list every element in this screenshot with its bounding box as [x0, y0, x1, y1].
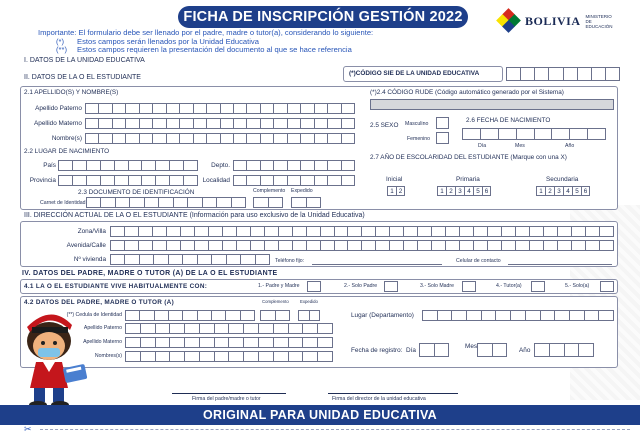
tutor-nombres-field[interactable] — [125, 351, 333, 362]
documento-title: 2.3 DOCUMENTO DE IDENTIFICACIÓN — [78, 189, 195, 196]
avenida-field[interactable] — [110, 240, 614, 251]
section-4-title: IV. DATOS DEL PADRE, MADRE O TUTOR (A) DE LA O EL ESTUDIANTE — [22, 270, 278, 277]
zona-label: Zona/Villa — [77, 228, 106, 235]
carnet-field[interactable] — [86, 197, 246, 208]
fecha-registro-dia-field[interactable] — [419, 343, 449, 357]
primaria-5[interactable]: 5 — [473, 186, 482, 196]
vive-option-4-checkbox[interactable] — [531, 281, 545, 292]
form-title: FICHA DE INSCRIPCIÓN GESTIÓN 2022 — [178, 6, 468, 28]
sie-label-box — [343, 66, 503, 82]
note-document-required: Estos campos requieren la presentación del documento al que se hace referencia — [77, 45, 352, 54]
cedula-complemento-field[interactable] — [260, 310, 290, 321]
carnet-complemento-field[interactable] — [253, 197, 283, 208]
vive-option-1-label: 1.- Padre y Madre — [258, 283, 300, 289]
sexo-label: 2.5 SEXO — [370, 122, 399, 129]
inicial-options[interactable] — [387, 186, 405, 196]
vive-title: 4.1 LA O EL ESTUDIANTE VIVE HABITUALMENTE CON: — [24, 283, 208, 290]
primaria-options[interactable] — [437, 186, 491, 196]
carnet-expedido-field[interactable] — [291, 197, 321, 208]
primaria-6[interactable]: 6 — [482, 186, 491, 196]
vive-option-5-checkbox[interactable] — [600, 281, 614, 292]
primaria-3[interactable]: 3 — [455, 186, 464, 196]
secundaria-2[interactable]: 2 — [545, 186, 554, 196]
logo-ministry: MINISTERIO DE EDUCACIÓN — [585, 13, 613, 29]
localidad-field[interactable] — [233, 175, 355, 186]
inicial-label: Inicial — [386, 176, 403, 183]
note-mark-1: (*) — [56, 37, 65, 46]
femenino-label: Femenino — [407, 136, 431, 142]
primaria-1[interactable]: 1 — [437, 186, 446, 196]
sie-code-field[interactable] — [506, 67, 620, 81]
avenida-label: Avenida/Calle — [66, 242, 106, 249]
flag-diamond-icon — [498, 10, 520, 32]
primaria-2[interactable]: 2 — [446, 186, 455, 196]
inicial-1[interactable]: 1 — [387, 186, 396, 196]
materno-label: Apellido Materno — [34, 120, 82, 127]
masculino-checkbox[interactable] — [436, 117, 449, 129]
firma-director-line — [328, 393, 458, 394]
doc-expedido-label: Expedido — [291, 188, 313, 194]
student-mascot-illustration — [8, 308, 94, 418]
tutor-materno-field[interactable] — [125, 337, 333, 348]
primaria-4[interactable]: 4 — [464, 186, 473, 196]
pais-field[interactable] — [58, 160, 198, 171]
firma-padre-line — [172, 393, 286, 394]
vivienda-label: Nº vivienda — [73, 256, 106, 263]
note-important: Importante: El formulario debe ser llenado por el padre, madre o tutor(a), considerando lo siguiente: — [38, 28, 374, 37]
localidad-label: Localidad — [202, 177, 230, 184]
depto-label: Depto. — [211, 162, 230, 169]
lugar-departamento-label: Lugar (Departamento) — [351, 312, 414, 319]
nombres-field[interactable] — [85, 133, 355, 144]
lugar-title: 2.2 LUGAR DE NACIMIENTO — [24, 148, 110, 155]
provincia-field[interactable] — [58, 175, 198, 186]
primaria-label: Primaria — [456, 176, 480, 183]
cut-line — [40, 429, 630, 430]
firma-padre-label: Firma del padre/madre o tutor — [192, 396, 261, 402]
vive-option-1-checkbox[interactable] — [307, 281, 321, 292]
fecha-registro-label: Fecha de registro: — [351, 347, 403, 354]
masculino-label: Masculino — [405, 121, 429, 127]
carnet-label: Carnet de Identidad — [40, 200, 86, 206]
vive-option-2-label: 2.- Solo Padre — [344, 283, 378, 289]
lugar-departamento-field[interactable] — [422, 310, 614, 321]
telefono-field[interactable] — [312, 264, 442, 265]
rude-title: (*)2.4 CÓDIGO RUDE (Código automático generado por el Sistema) — [370, 89, 564, 96]
cedula-expedido-field[interactable] — [298, 310, 320, 321]
tutor-expedido-label: Expedido — [300, 299, 318, 304]
vive-option-4-label: 4.- Tutor(a) — [496, 283, 522, 289]
mes-label: Mes — [515, 143, 525, 149]
vive-option-3-checkbox[interactable] — [462, 281, 476, 292]
depto-field[interactable] — [233, 160, 355, 171]
section-3-title: III. DIRECCIÓN ACTUAL DE LA O EL ESTUDIANTE (Información para uso exclusivo de la Unidad Educativa) — [24, 212, 365, 219]
femenino-checkbox[interactable] — [436, 132, 449, 144]
secundaria-4[interactable]: 4 — [563, 186, 572, 196]
fecha-registro-dia-label: Día — [406, 347, 416, 354]
names-title: 2.1 APELLIDO(S) Y NOMBRE(S) — [24, 89, 119, 96]
paterno-field[interactable] — [85, 103, 355, 114]
dia-label: Día — [478, 143, 487, 149]
inicial-2[interactable]: 2 — [396, 186, 405, 196]
section-1-title: I. DATOS DE LA UNIDAD EDUCATIVA — [24, 57, 145, 64]
note-mark-2: (**) — [56, 45, 67, 54]
fecha-nacimiento-field[interactable] — [462, 128, 606, 140]
tutor-paterno-field[interactable] — [125, 323, 333, 334]
scissors-icon: ✂ — [24, 424, 32, 432]
secundaria-options[interactable] — [536, 186, 590, 196]
doc-complemento-label: Complemento — [253, 188, 286, 194]
secundaria-3[interactable]: 3 — [554, 186, 563, 196]
fecha-nacimiento-title: 2.6 FECHA DE NACIMIENTO — [466, 117, 551, 124]
note-filled-by-school: Estos campos serán llenados por la Unidad Educativa — [77, 37, 259, 46]
vive-option-2-checkbox[interactable] — [384, 281, 398, 292]
tutor-materno-label: Apellido Materno — [83, 339, 122, 345]
fecha-registro-anio-label: Año — [519, 347, 531, 354]
vivienda-field[interactable] — [110, 254, 270, 265]
celular-label: Celular de contacto — [456, 258, 501, 264]
telefono-label: Teléfono fijo: — [275, 258, 305, 264]
fecha-registro-anio-field[interactable] — [534, 343, 594, 357]
section-2-title: II. DATOS DE LA O EL ESTUDIANTE — [24, 74, 141, 81]
cedula-label: (**) Cedula de Identidad — [66, 312, 122, 318]
tutor-complemento-label: Complemento — [262, 299, 289, 304]
provincia-label: Provincia — [29, 177, 56, 184]
fecha-registro-mes-field[interactable] — [477, 343, 507, 357]
anio-label: Año — [565, 143, 575, 149]
datos-tutor-title: 4.2 DATOS DEL PADRE, MADRE O TUTOR (A) — [24, 299, 174, 306]
vive-option-3-label: 3.- Solo Madre — [420, 283, 455, 289]
secundaria-label: Secundaria — [546, 176, 579, 183]
rude-field — [370, 99, 614, 110]
fecha-registro-mes-label: Mes — [465, 343, 478, 350]
zona-field[interactable] — [110, 226, 614, 237]
vive-option-5-label: 5.- Solo(a) — [565, 283, 590, 289]
escolaridad-title: 2.7 AÑO DE ESCOLARIDAD DEL ESTUDIANTE (Marque con una X) — [370, 154, 567, 161]
firma-director-label: Firma del director de la unidad educativa — [332, 396, 426, 402]
pais-label: País — [43, 162, 56, 169]
paterno-label: Apellido Paterno — [35, 105, 82, 112]
tutor-paterno-label: Apellido Paterno — [83, 325, 122, 331]
original-copy-banner: ORIGINAL PARA UNIDAD EDUCATIVA — [0, 405, 640, 425]
tutor-nombres-label: Nombres(s) — [94, 353, 122, 359]
celular-field[interactable] — [508, 264, 612, 265]
materno-field[interactable] — [85, 118, 355, 129]
bolivia-logo — [498, 10, 618, 32]
cedula-field[interactable] — [125, 310, 255, 321]
secundaria-1[interactable]: 1 — [536, 186, 545, 196]
sie-label: (*)CÓDIGO SIE DE LA UNIDAD EDUCATIVA — [349, 70, 480, 77]
nombres-label: Nombre(s) — [51, 135, 82, 142]
logo-word: BOLIVIA — [525, 13, 581, 28]
secundaria-5[interactable]: 5 — [572, 186, 581, 196]
secundaria-6[interactable]: 6 — [581, 186, 590, 196]
